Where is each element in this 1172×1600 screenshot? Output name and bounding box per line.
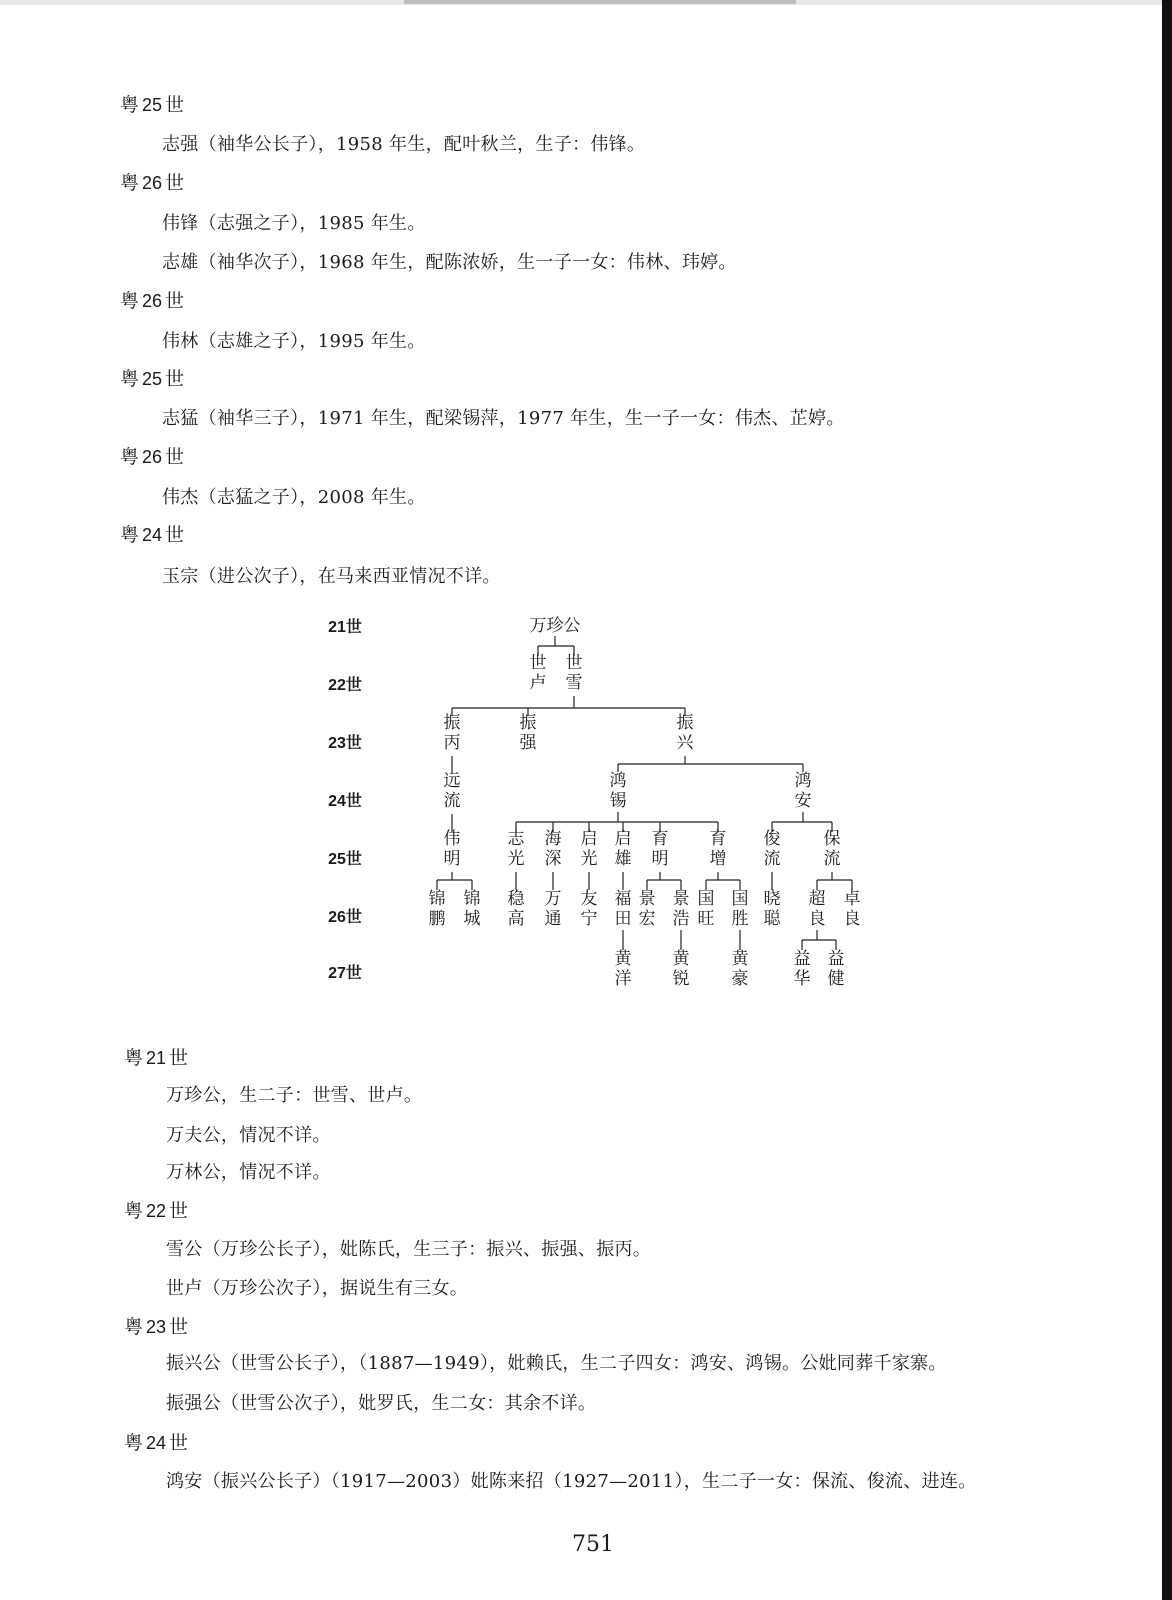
genealogy-entry: 志猛（袖华三子），1971 年生，配梁锡萍，1977 年生，生一子一女：伟杰、芷婷。 <box>162 408 845 429</box>
tree-person: 育 <box>651 829 669 849</box>
tree-person: 豪 <box>731 969 749 989</box>
tree-person: 田 <box>614 909 632 929</box>
tree-person: 景 <box>672 889 690 909</box>
heading-part: 25 <box>142 95 163 115</box>
tree-person: 志 <box>507 829 525 849</box>
heading-part: 世 <box>165 94 185 116</box>
tree-person: 宏 <box>638 909 656 929</box>
tree-person: 晓 <box>763 889 781 909</box>
tree-person: 健 <box>827 969 845 989</box>
tree-person: 景 <box>638 889 656 909</box>
generation-heading <box>120 286 184 313</box>
genealogy-entry: 振兴公（世雪公长子），（1887—1949），妣赖氏，生二子四女：鸿安、鸿锡。公妣同葬千家寨。 <box>166 1353 947 1374</box>
tree-person: 鹏 <box>428 909 446 929</box>
tree-person: 远 <box>443 771 461 791</box>
tree-person: 流 <box>763 849 781 869</box>
tree-person: 雄 <box>614 849 632 869</box>
tree-person: 浩 <box>672 909 690 929</box>
heading-part: 世 <box>169 1432 189 1454</box>
tree-person: 强 <box>519 733 537 753</box>
heading-part: 21 <box>146 1048 167 1068</box>
tree-person: 流 <box>823 849 841 869</box>
heading-part: 世 <box>165 172 185 194</box>
tree-person: 启 <box>580 829 598 849</box>
tree-person: 万 <box>544 889 562 909</box>
genealogy-entry: 志雄（袖华次子），1968 年生，配陈浓娇，生一子一女：伟林、玮婷。 <box>162 252 737 273</box>
heading-part: 世 <box>165 368 185 390</box>
generation-label: 21世 <box>328 619 362 636</box>
genealogy-entry: 振强公（世雪公次子），妣罗氏，生二女：其余不详。 <box>166 1393 597 1414</box>
tree-person: 振 <box>676 713 694 733</box>
tree-person: 锡 <box>609 791 627 811</box>
heading-part: 24 <box>146 1433 167 1453</box>
tree-labels <box>328 616 860 989</box>
heading-part: 粤 <box>124 1432 144 1454</box>
tree-person: 光 <box>580 849 598 869</box>
tree-person: 伟 <box>443 829 461 849</box>
tree-person: 通 <box>544 909 562 929</box>
heading-part: 世 <box>165 524 185 546</box>
heading-part: 26 <box>142 447 163 467</box>
genealogy-entry: 伟杰（志猛之子），2008 年生。 <box>162 487 426 508</box>
generation-heading <box>124 1312 188 1339</box>
heading-part: 粤 <box>124 1200 144 1222</box>
heading-part: 粤 <box>120 290 140 312</box>
tree-person: 锦 <box>463 889 481 909</box>
generation-label: 25世 <box>328 851 362 868</box>
genealogy-entry: 志强（袖华公长子），1958 年生，配叶秋兰，生子：伟锋。 <box>162 134 646 155</box>
generation-label: 23世 <box>328 735 362 752</box>
generation-heading <box>120 520 184 547</box>
genealogy-entry: 万林公，情况不详。 <box>166 1162 331 1183</box>
tree-person: 国 <box>731 889 749 909</box>
genealogy-entry: 伟锋（志强之子），1985 年生。 <box>162 213 426 234</box>
genealogy-entry: 万夫公，情况不详。 <box>166 1125 331 1146</box>
heading-part: 粤 <box>120 446 140 468</box>
heading-part: 粤 <box>120 524 140 546</box>
tree-person: 锐 <box>672 969 690 989</box>
tree-root: 万珍公 <box>529 616 581 636</box>
heading-part: 粤 <box>124 1047 144 1069</box>
tree-person: 安 <box>794 791 812 811</box>
generation-heading <box>124 1043 188 1070</box>
tree-person: 流 <box>443 791 461 811</box>
tree-person: 启 <box>614 829 632 849</box>
tree-person: 鸿 <box>794 771 812 791</box>
tree-person: 光 <box>507 849 525 869</box>
heading-part: 世 <box>165 290 185 312</box>
heading-part: 26 <box>142 291 163 311</box>
heading-part: 世 <box>169 1047 189 1069</box>
tree-person: 增 <box>709 849 727 869</box>
tree-person: 保 <box>823 829 841 849</box>
tree-person: 明 <box>443 849 461 869</box>
page-number: 751 <box>572 1532 614 1557</box>
tree-person: 益 <box>793 949 811 969</box>
heading-part: 粤 <box>120 368 140 390</box>
tree-person: 明 <box>651 849 669 869</box>
generation-label: 27世 <box>328 965 362 982</box>
tree-person: 振 <box>519 713 537 733</box>
tree-person: 城 <box>463 909 481 929</box>
tree-person: 胜 <box>731 909 749 929</box>
tree-person: 卓 <box>843 889 861 909</box>
tree-person: 育 <box>709 829 727 849</box>
tree-person: 良 <box>808 909 826 929</box>
heading-part: 世 <box>169 1316 189 1338</box>
tree-person: 益 <box>827 949 845 969</box>
tree-person: 旺 <box>697 909 715 929</box>
tree-person: 高 <box>507 909 525 929</box>
tree-person: 深 <box>544 849 562 869</box>
tree-person: 稳 <box>507 889 525 909</box>
tree-person: 宁 <box>580 909 598 929</box>
genealogy-entry: 玉宗（进公次子），在马来西亚情况不详。 <box>162 566 501 587</box>
tree-person: 丙 <box>443 733 461 753</box>
tree-person: 振 <box>443 713 461 733</box>
tree-person: 俊 <box>763 829 781 849</box>
genealogy-entry: 万珍公，生二子：世雪、世卢。 <box>166 1085 423 1106</box>
genealogy-entry: 伟林（志雄之子），1995 年生。 <box>162 331 426 352</box>
heading-part: 世 <box>169 1200 189 1222</box>
heading-part: 世 <box>165 446 185 468</box>
tree-person: 卢 <box>529 673 547 693</box>
scan-top-mark <box>404 0 796 4</box>
heading-part: 22 <box>146 1201 167 1221</box>
generation-heading <box>124 1196 188 1223</box>
heading-part: 26 <box>142 173 163 193</box>
heading-part: 25 <box>142 369 163 389</box>
tree-person: 兴 <box>676 733 694 753</box>
tree-person: 良 <box>843 909 861 929</box>
generation-heading <box>120 168 184 195</box>
heading-part: 24 <box>142 525 163 545</box>
tree-person: 聪 <box>763 909 781 929</box>
heading-part: 粤 <box>120 94 140 116</box>
generation-label: 26世 <box>328 909 362 926</box>
tree-person: 超 <box>808 889 826 909</box>
heading-part: 23 <box>146 1317 167 1337</box>
tree-person: 华 <box>793 969 811 989</box>
tree-person: 友 <box>580 889 598 909</box>
tree-person: 黄 <box>731 949 749 969</box>
generation-heading <box>120 442 184 469</box>
tree-person: 洋 <box>614 969 632 989</box>
generation-heading <box>124 1428 188 1455</box>
genealogy-entry: 鸿安（振兴公长子）（1917—2003）妣陈来招（1927—2011），生二子一女：保流、俊流、进连。 <box>166 1471 977 1492</box>
genealogy-entry: 世卢（万珍公次子），据说生有三女。 <box>166 1278 469 1299</box>
generation-label: 22世 <box>328 677 362 694</box>
scan-right-edge <box>1162 0 1172 1600</box>
tree-person: 世 <box>565 653 583 673</box>
tree-person: 黄 <box>672 949 690 969</box>
tree-person: 海 <box>544 829 562 849</box>
tree-person: 鸿 <box>609 771 627 791</box>
generation-heading <box>120 364 184 391</box>
heading-part: 粤 <box>120 172 140 194</box>
heading-part: 粤 <box>124 1316 144 1338</box>
tree-person: 福 <box>614 889 632 909</box>
genealogy-entry: 雪公（万珍公长子），妣陈氏，生三子：振兴、振强、振丙。 <box>166 1239 652 1260</box>
tree-person: 雪 <box>565 673 583 693</box>
generation-heading <box>120 90 184 117</box>
family-tree-diagram <box>300 618 900 1008</box>
tree-person: 黄 <box>614 949 632 969</box>
tree-person: 国 <box>697 889 715 909</box>
tree-person: 锦 <box>428 889 446 909</box>
generation-label: 24世 <box>328 793 362 810</box>
tree-person: 世 <box>529 653 547 673</box>
